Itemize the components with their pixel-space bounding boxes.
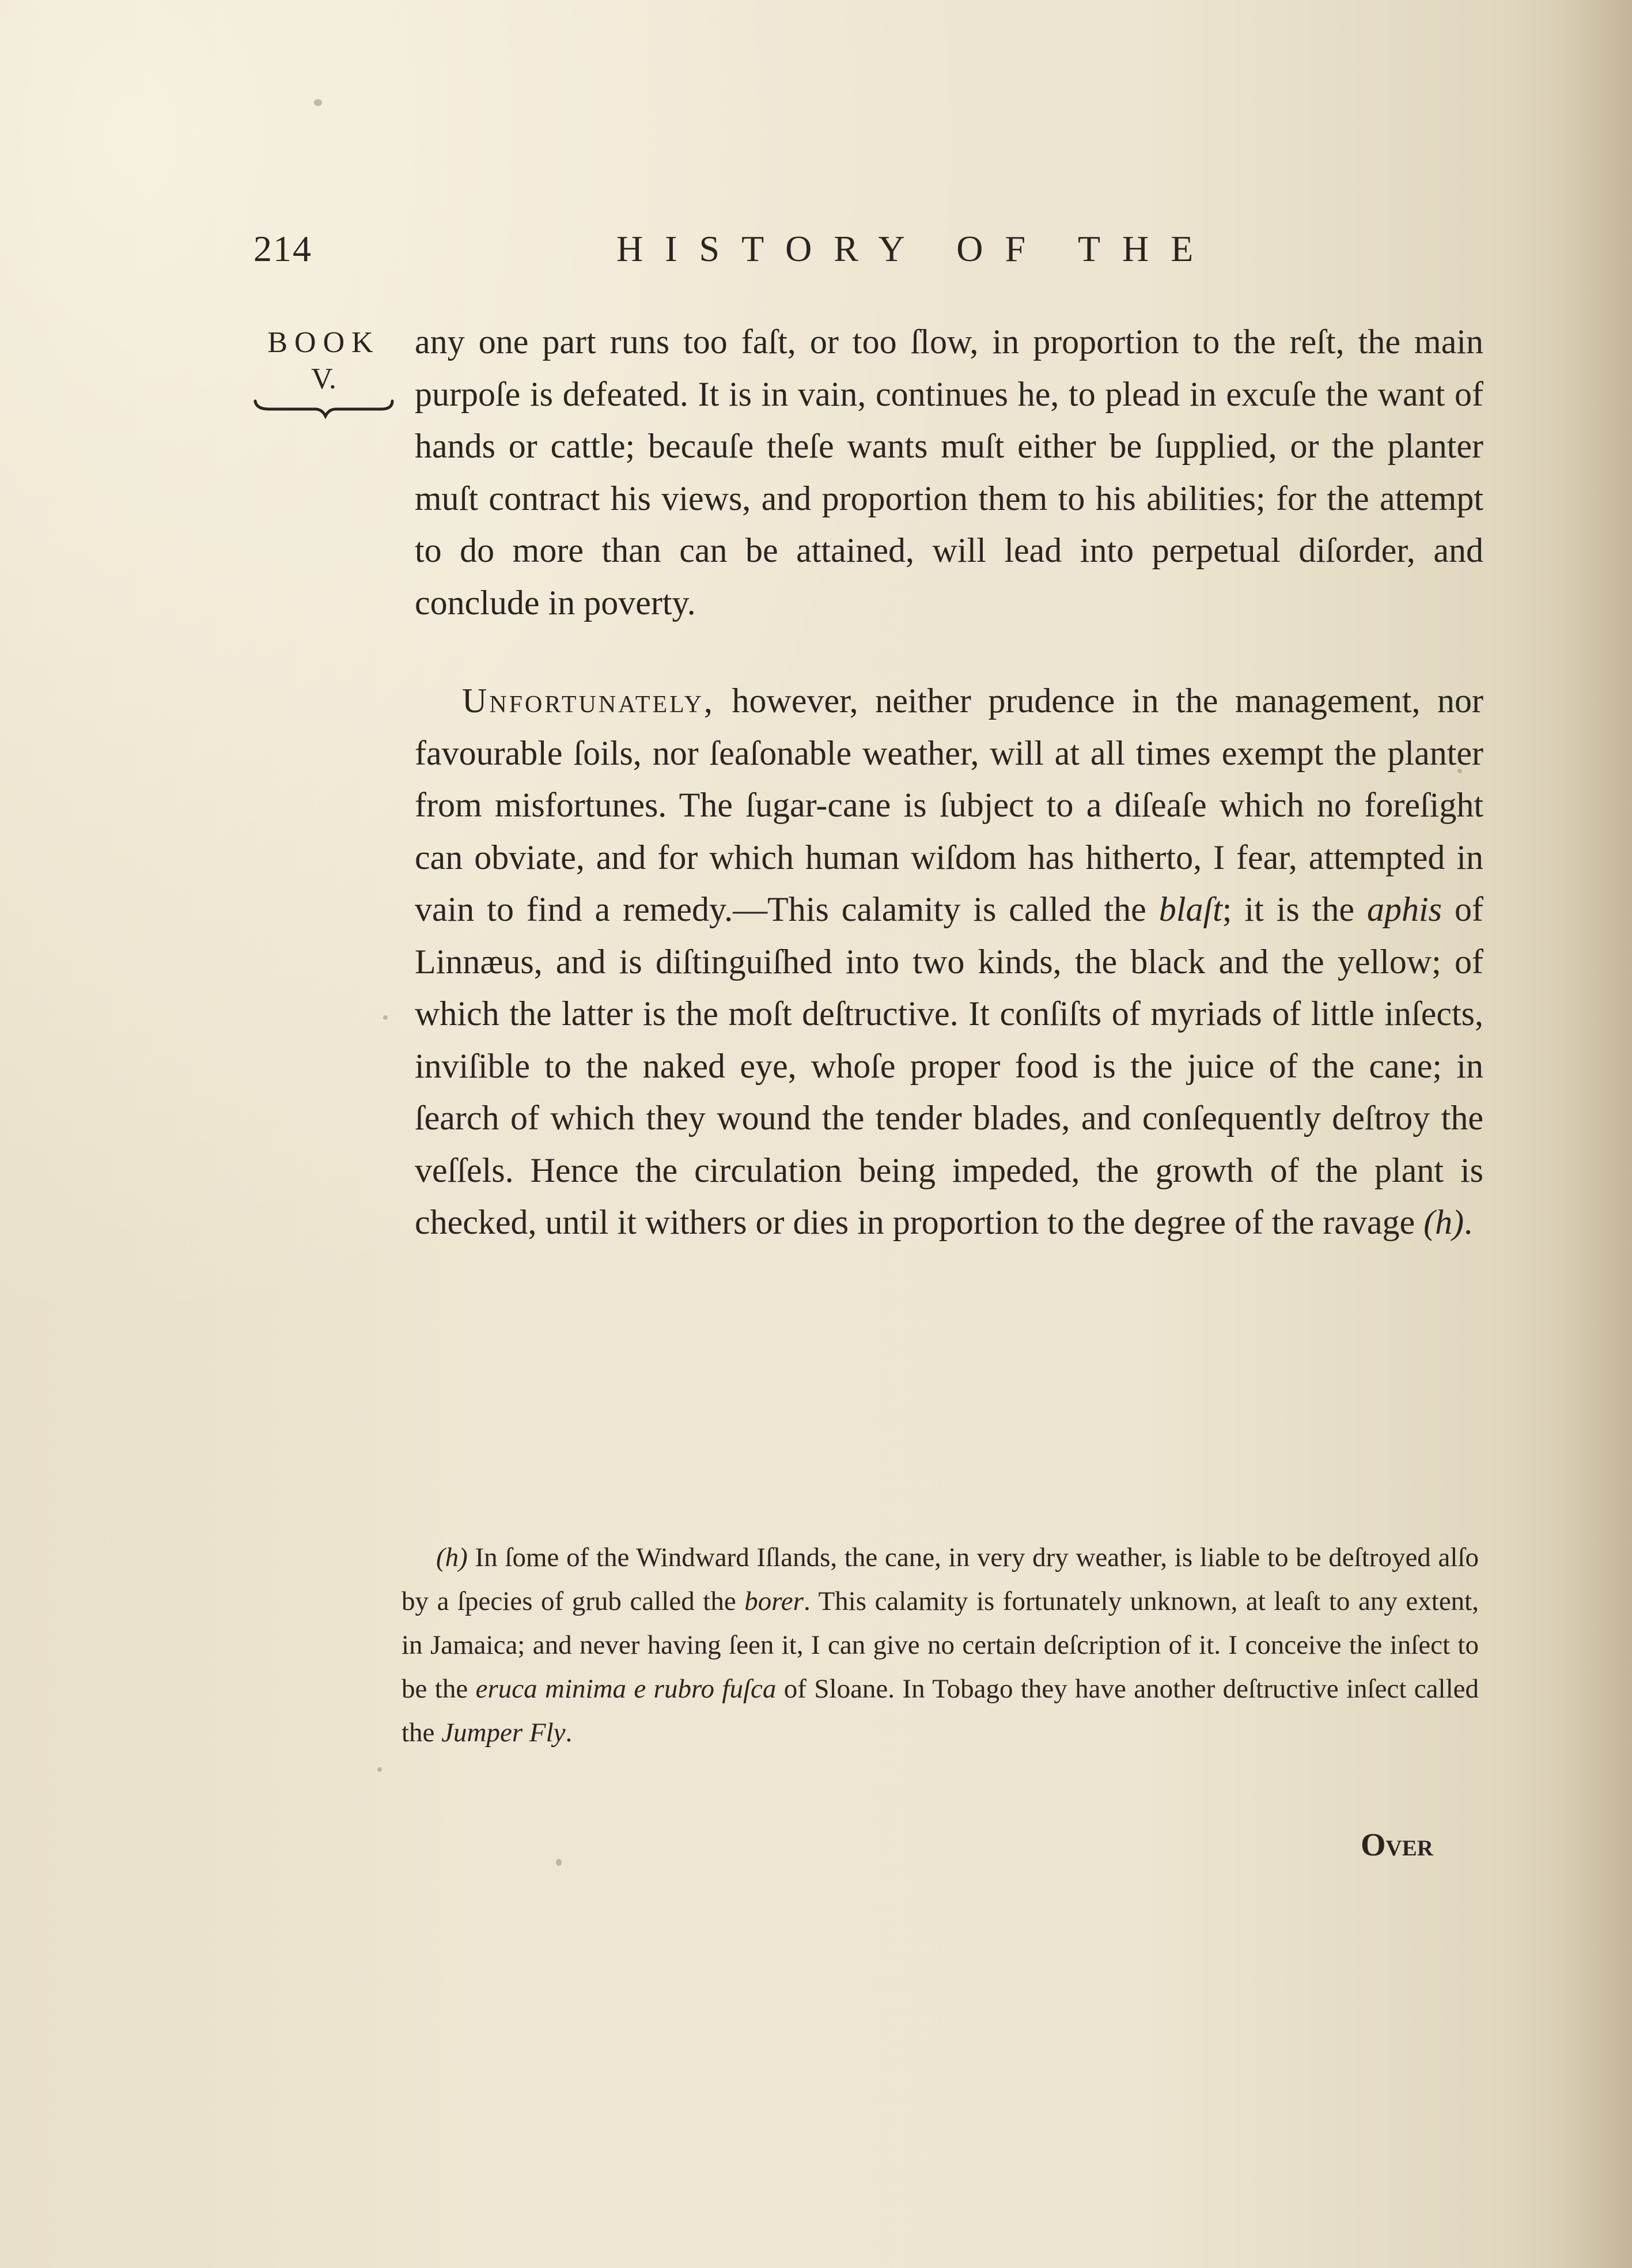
lead-word: Unfortunately,: [462, 682, 715, 720]
footnote-marker: (h): [436, 1543, 468, 1573]
footnote: [402, 1536, 1479, 1755]
running-title: HISTORY OF THE: [616, 228, 1216, 269]
italic-term: borer: [744, 1586, 804, 1616]
italic-term: Jumper Fly: [441, 1718, 566, 1748]
paragraph-unfortunately: [415, 675, 1483, 1249]
side-label-number: V.: [311, 362, 336, 395]
paper-speck: [377, 1767, 382, 1772]
side-label: [252, 323, 396, 395]
footnote-part: In ſome of the Windward Iſlands, the cane, in very dry weather, is liable to be deſtroyed alſo by a ſpecies of grub called the: [402, 1543, 1479, 1616]
footnote-text: [402, 1536, 1479, 1755]
paragraph-end: .: [1464, 1203, 1473, 1241]
brace-ornament: [252, 398, 396, 421]
paragraph-text: ; it is the: [1222, 890, 1368, 928]
paper-speck: [556, 1859, 562, 1866]
paper-speck: [314, 99, 322, 106]
main-text: [415, 316, 1483, 1249]
running-head: [253, 228, 1360, 279]
page-number: 214: [253, 228, 312, 269]
footnote-end: .: [565, 1718, 573, 1748]
paragraph-continued: any one part runs too faſt, or too ſlow, in proportion to the reſt, the main purpoſe is defeated. It is in vain, continues he, to plead in excuſe the want of hands or cattle; becauſe theſe wants muſt either be ſupplied, or the planter muſt contract his views, and proportion them to his abilities; for the attempt to do more than can be attained, will lead into perpetual diſorder, and conclude in poverty.: [415, 323, 1483, 622]
footnote-part: . This calamity is fortunately unknown, at leaſt to any extent, in Jamaica; and never having ſeen it, I can give no certain deſcription of it. I conceive the inſect to be the: [402, 1586, 1479, 1704]
italic-term: eruca minima e rubro fuſca: [475, 1674, 777, 1704]
italic-term: blaſt: [1158, 890, 1222, 928]
side-label-book: BOOK: [267, 326, 380, 359]
paragraph-text: however, neither prudence in the management, nor favourable ſoils, nor ſeaſonable weather, will at all times exempt the planter from misfortunes. The ſugar-cane is ſubject to a diſeaſe which no foreſight can obviate, and for which human wiſdom has hitherto, I fear, attempted in vain to find a remedy.—This calamity is called the: [415, 682, 1483, 928]
paragraph-text: of Linnæus, and is diſtinguiſhed into two kinds, the black and the yellow; of which the latter is the moſt deſtructive. It conſiſts of myriads of little inſects, inviſible to the naked eye, whoſe proper food is the juice of the cane; in ſearch of which they wound the tender blades, and conſequently deſtroy the veſſels. Hence the circulation being impeded, the growth of the plant is checked, until it withers or dies in proportion to the degree of the ravage: [415, 890, 1483, 1241]
paper-speck: [1457, 769, 1462, 773]
italic-term: aphis: [1367, 890, 1442, 928]
paper-speck: [383, 1015, 388, 1020]
catchword: Over: [1361, 1827, 1433, 1863]
footnote-reference: (h): [1423, 1203, 1464, 1241]
footnote-part: of Sloane. In Tobago they have another deſtructive inſect called the: [402, 1674, 1479, 1748]
